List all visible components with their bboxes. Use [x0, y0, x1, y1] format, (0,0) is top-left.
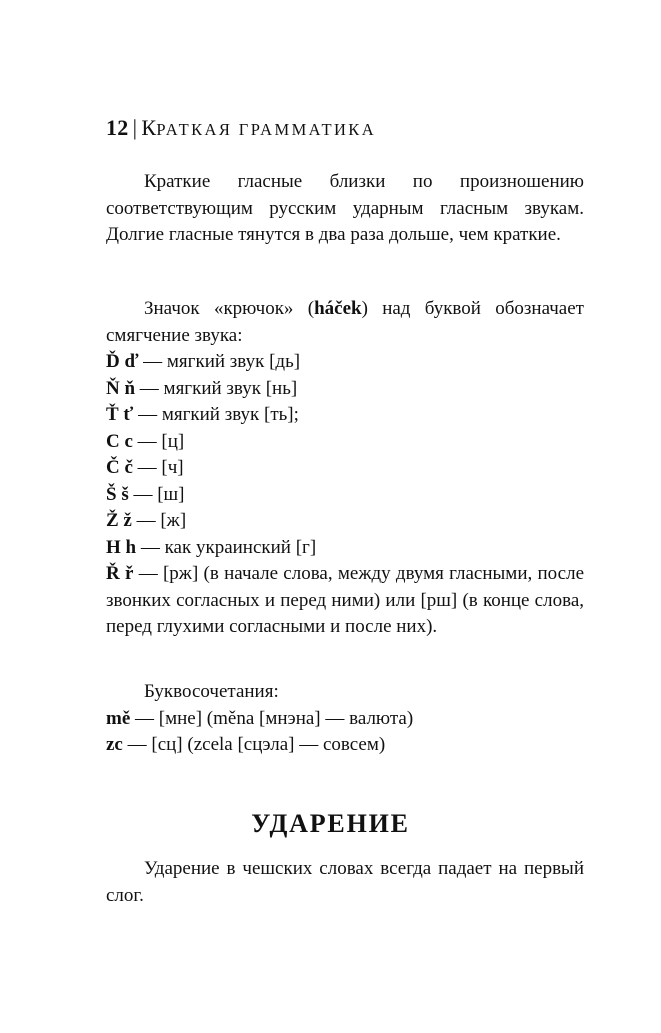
combinations-title: Буквосочетания:: [144, 681, 279, 702]
header-title-rest: РАТКАЯ ГРАММАТИКА: [156, 120, 377, 139]
header-separator: |: [132, 115, 138, 140]
list-item: C c — [ц]: [106, 430, 185, 452]
list-item: Ž ž — [ж]: [106, 510, 187, 531]
section-heading: УДАРЕНИЕ: [251, 809, 410, 838]
short-vowels-paragraph: Краткие гласные близки по произношению соответствующим русским ударным гласным звукам. Долгие гласные тянутся в два раза дольше, чем краткие.: [106, 171, 584, 245]
list-item: Š š — [ш]: [106, 483, 185, 505]
combinations-section: [106, 679, 584, 759]
list-item: Ď ď — мягкий звук [дь]: [106, 351, 301, 372]
list-item: H h — как украинский [г]: [106, 536, 317, 558]
header-title-initial: К: [141, 115, 157, 140]
stress-paragraph: Ударение в чешских словах всегда падает на первый слог.: [106, 858, 584, 906]
hacek-intro: Значок «крючок» (háček) над буквой обозначает смягчение звука:: [106, 298, 584, 346]
hacek-list: [106, 349, 584, 641]
list-item: zc — [сц] (zcela [сцэла] — совсем): [106, 734, 386, 755]
hacek-section: [106, 296, 584, 641]
list-item: Ř ř — [рж] (в начале слова, между двумя гласными, после звонких согласных и перед ними) или [рш] (в конце слова, перед глухими согласными и после них).: [106, 563, 584, 637]
running-header: [106, 113, 584, 145]
list-item: Č č — [ч]: [106, 457, 184, 478]
list-item: Ň ň — мягкий звук [нь]: [106, 377, 298, 399]
combinations-list: [106, 706, 584, 759]
list-item: Ť ť — мягкий звук [ть];: [106, 404, 299, 425]
list-item: mě — [мне] (měna [мнэна] — валюта): [106, 707, 414, 729]
page-number: 12: [106, 115, 129, 140]
hacek-term: háček: [314, 298, 362, 319]
